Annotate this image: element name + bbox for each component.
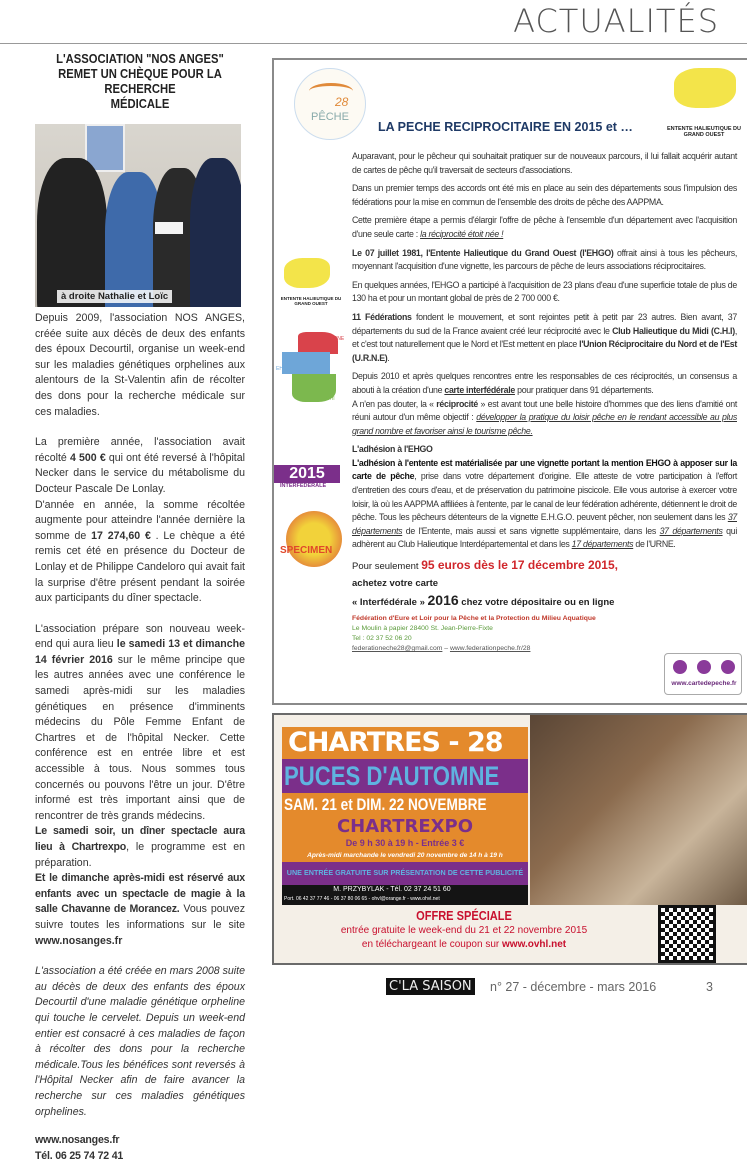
interfederal-card-image	[274, 465, 348, 575]
text: Depuis 2010 et après quelques rencontres entre les responsables de ces réciprocités, un consensus a abouti à la création d'une	[352, 371, 737, 395]
federation-phone: Tel : 02 37 52 06 20	[352, 635, 412, 643]
text: Pour seulement	[352, 561, 422, 573]
paragraph: En quelques années, l'EHGO a participé à l'acquisition de 23 plans d'eau d'une superficie totale de plus de 130 ha et pour un montant global de près de 2 700 000 €.	[352, 279, 737, 304]
photo-caption: à droite Nathalie et Loïc	[57, 290, 172, 303]
federation-address: Le Moulin à papier 28400 St. Jean-Pierre-Fixte	[352, 625, 493, 633]
text: la réciprocité étoit née !	[420, 228, 504, 239]
text: sur le même principe que les autres années avec une conférence le samedi après-midi sur les maladies génétiques en présence d'imminents médecins du Pôle Femme Enfant de Chartres et de l'hôpital Necker. Cette conférence est en entrée libre et est accessible à tous. Nous sommes tous concernés ou pouvons l'être un jour. D'être informé est très important ainsi que de rencontrer de très grands médecins.	[35, 653, 245, 822]
paragraph: Auparavant, pour le pêcheur qui souhaitait pratiquer sur de nouveaux parcours, il lui fallait acquérir autant de cartes de pêche qu'il traversait de secteurs d'associations.	[352, 151, 737, 175]
text: Et le dimanche après-midi est réservé aux enfants avec un spectacle de magie à la salle Chavanne de Morancez.	[35, 872, 245, 916]
offer-title: OFFRE SPÉCIALE	[416, 908, 512, 923]
year: 2016	[427, 592, 459, 609]
website-link[interactable]: www.ovhl.net	[502, 939, 567, 950]
text: , prise dans votre département d'origine. Elle atteste de votre participation à l'effort d'entretien des cours d'eau, et de préservation du patrimoine piscicole. Elle vous autorise à exercer votre loisir, là où les AAPPMA affiliées à l'entente, par le canal de leur fédération adhérente, détiennent le droit de pêche. Tous les pêcheurs détenteurs de la vignette E.H.G.O. peuvent pêcher, non seulement dans les	[352, 471, 737, 523]
section-heading: L'adhésion à l'EHGO	[352, 444, 433, 455]
text: qui adhèrent au Club Halieutique Interdépartemental et dans les	[352, 525, 737, 550]
federation-contact	[352, 614, 652, 654]
text: pour pratiquer dans 91 départements.	[514, 384, 654, 395]
text: l'Union Réciprocitaire du Nord et de l'Est (U.R.N.E)	[352, 339, 737, 363]
text: .	[387, 352, 390, 363]
text: D'année en année, la somme récoltée augmente pour atteindre l'année dernière la somme de	[35, 498, 245, 542]
phone: Tél. 06 25 74 72 41	[35, 1149, 124, 1162]
text: fondent le mouvement, et sont rejointes petit à petit par 23 autres. Bien avant, 37 départements du sud de la France avaient créé leur réciprocité avec le	[352, 311, 737, 336]
paragraph	[352, 370, 737, 397]
text: La première année, l'association avait récolté	[35, 436, 245, 464]
title-line: MÉDICALE	[110, 97, 170, 111]
text: Club Halieutique du Midi (C.H.I)	[612, 325, 735, 336]
footer	[386, 975, 747, 1000]
federation-logo	[294, 68, 366, 140]
fishing-text	[352, 150, 737, 654]
text: Le samedi soir, un dîner spectacle aura lieu à Chartrexpo	[35, 825, 245, 853]
date: le samedi 13 et dimanche 14 février 2016	[35, 638, 245, 666]
text: chez votre dépositaire ou en ligne	[458, 597, 615, 609]
text: , et c'est tout naturellement que le Nord et l'Est mettent en place	[352, 325, 737, 350]
ad-contact-details: Port. 06 42 37 77 46 - 06 37 80 06 65 - ohvl@orange.fr - www.ohvl.net	[284, 896, 440, 902]
paragraph	[352, 457, 737, 552]
qr-code[interactable]	[658, 905, 716, 963]
paragraph: Depuis 2009, l'association NOS ANGES, créée suite aux décès de deux des enfants des époux Decourtil, organise un week-end sur les maladies génétiques orphelines aux alentours de la St-Valentin afin de récolter des dons pour la recherche médicale sur ces maladies.	[35, 312, 245, 418]
paragraph	[35, 498, 245, 607]
text: offrait ainsi à tous les pêcheurs, moyennant l'acquisition d'une vignette, les parcours de pêche de leurs associations réciprocitaires.	[352, 247, 738, 272]
ad-event-name: PUCES D'AUTOMNE	[284, 761, 500, 791]
text: « Interfédérale »	[352, 597, 428, 609]
ad-free-entry: UNE ENTRÉE GRATUITE SUR PRÉSENTATION DE CETTE PUBLICITÉ	[286, 868, 524, 877]
paragraph	[35, 435, 245, 497]
ad-dates: SAM. 21 et DIM. 22 NOVEMBRE	[284, 795, 487, 814]
logo-number: 28	[335, 95, 349, 109]
website-link[interactable]: www.cartedepeche.fr	[671, 680, 737, 687]
page-number: 3	[706, 980, 713, 994]
ehgo-small-logo	[276, 250, 346, 310]
cartedepeche-badge[interactable]	[664, 653, 742, 695]
website-link[interactable]: www.nosanges.fr	[35, 934, 123, 947]
map-label: EHGO	[276, 366, 291, 372]
fishing-title: LA PECHE RECIPROCITAIRE EN 2015 et …	[378, 120, 633, 134]
france-map	[278, 332, 348, 407]
ad-hours: De 9 h 30 à 19 h - Entrée 3 €	[345, 838, 465, 848]
text: L'adhésion à l'entente est matérialisée par une vignette portant la mention EHGO à apposer sur la carte de pêche	[352, 457, 737, 482]
title-line: REMET UN CHÈQUE POUR LA RECHERCHE	[58, 67, 222, 96]
text: A n'en pas douter, la «	[352, 398, 437, 409]
ehgo-logo-text: ENTENTE HALIEUTIQUE DU GRAND OUEST	[280, 296, 342, 306]
text: . Le chèque a été remis cet été en présence du Docteur de Lonlay et de Philippe Candeloro qui avait fait la surprise d'être présent pendant la soirée aux participants du dîner spectacle.	[35, 529, 245, 605]
magazine-logo: C'LA SAISON	[386, 978, 475, 995]
ad-contact: M. PRZYBYLAK - Tél. 02 37 24 51 60	[333, 886, 451, 893]
amount: 17 274,60 €	[91, 529, 151, 542]
card-label: INTERFÉDÉRALE	[280, 483, 327, 489]
text: L'association prépare son nouveau week-end qui aura lieu	[35, 622, 245, 651]
paragraph: L'association a été créée en mars 2008 suite au décès de deux des enfants des époux Decourtil d'une maladie génétique orpheline qui touche le cervelet. Depuis un week-end entier est consacré à ces maladies de façon à récolter des dons pour la recherche médicale.Tous les bénéfices sont reversés à l'Hôpital Necker afin de faire avancer la recherche sur ces maladies génétiques orphelines.	[35, 965, 245, 1118]
text: réciprocité	[436, 398, 478, 409]
promo	[352, 557, 652, 611]
text: , le programme est en préparation.	[35, 841, 245, 869]
ad-venue: CHARTREXPO	[336, 816, 474, 837]
website-link[interactable]: www.federationpeche.fr/28	[449, 645, 531, 653]
separator: –	[442, 645, 450, 653]
article-nos-anges	[35, 52, 245, 1164]
puces-advertisement	[272, 713, 747, 965]
paragraph	[352, 311, 737, 365]
paragraph	[352, 398, 737, 439]
text: de l'URNE.	[633, 539, 676, 550]
article-body	[35, 311, 245, 1164]
text: de l'Entente, mais aussi et sans vignette supplémentaire, dans les	[402, 525, 660, 536]
article-title	[36, 52, 245, 112]
offer-text: entrée gratuite le week-end du 21 et 22 novembre 2015	[340, 925, 588, 936]
paragraph	[35, 824, 245, 871]
paragraph: Dans un premier temps des accords ont été mis en place au sein des départements sous l'impulsion des fédérations pour la mise en commun de l'ensemble des droits de pêche des AAPPMA.	[352, 183, 737, 207]
header-divider	[0, 43, 747, 44]
paragraph	[352, 247, 737, 274]
text: Vous pouvez suivre toutes les informations sur le site	[35, 903, 245, 931]
logo-text: PÊCHE	[311, 111, 349, 123]
website-link[interactable]: www.nosanges.fr	[35, 1134, 120, 1147]
offer-text: en téléchargeant le coupon sur	[361, 939, 503, 950]
text: 11 Fédérations	[352, 311, 412, 322]
text: carte interfédérale	[444, 384, 515, 395]
text: développer la pratique du loisir pêche en le rendant accessible au plus grand nombre et favoriser ainsi le tourisme pêche.	[352, 412, 737, 436]
price: 95 euros dès le 17 décembre 2015,	[421, 558, 618, 573]
specimen-label: SPECIMEN	[280, 545, 333, 556]
text: 37 départements	[352, 512, 737, 536]
paragraph	[352, 214, 737, 241]
fishing-insert	[272, 58, 747, 705]
text: 37 départements	[659, 525, 723, 536]
paragraph	[35, 871, 245, 949]
ad-city: CHARTRES - 28	[288, 727, 503, 758]
antiques-photo	[530, 715, 747, 905]
ehgo-logo-text: ENTENTE HALIEUTIQUE DU GRAND OUEST	[667, 126, 741, 138]
text: achetez votre carte	[352, 578, 439, 590]
federation-name: Fédération d'Eure et Loir pour la Pêche et la Protection du Milieu Aquatique	[352, 615, 596, 623]
ad-friday: Après-midi marchande le vendredi 20 novembre de 14 h à 19 h	[307, 852, 503, 859]
text: 17 départements	[571, 539, 634, 550]
email-link[interactable]: federationeche28@gmail.com	[352, 645, 443, 653]
text: qui ont été reversé à l'hôpital Necker dans le service du métabolisme du Docteur Pascale De Lonlay.	[35, 451, 245, 495]
text: Le 07 juillet 1981, l'Entente Halieutique du Grand Ouest (l'EHGO)	[352, 247, 614, 258]
title-line: L'ASSOCIATION "NOS ANGES"	[56, 52, 224, 66]
special-offer	[274, 908, 654, 952]
card-year: 2015	[274, 465, 340, 483]
section-header: ACTUALITÉS	[513, 2, 719, 40]
ehgo-logo	[664, 60, 744, 140]
text: Cette première étape a permis d'élargir l'offre de pêche à l'ensemble d'un département avec l'acquisition d'une seule carte :	[352, 215, 737, 239]
text: » est avant tout une belle histoire d'hommes que des liens d'amitié ont réuni autour d'un même objectif :	[352, 398, 738, 423]
issue-info: n° 27 - décembre - mars 2016	[490, 980, 657, 994]
paragraph	[35, 622, 245, 825]
article-photo	[35, 124, 241, 307]
amount: 4 500 €	[69, 451, 106, 464]
map-label: CHI	[326, 396, 335, 402]
map-label: URNE	[330, 336, 345, 342]
